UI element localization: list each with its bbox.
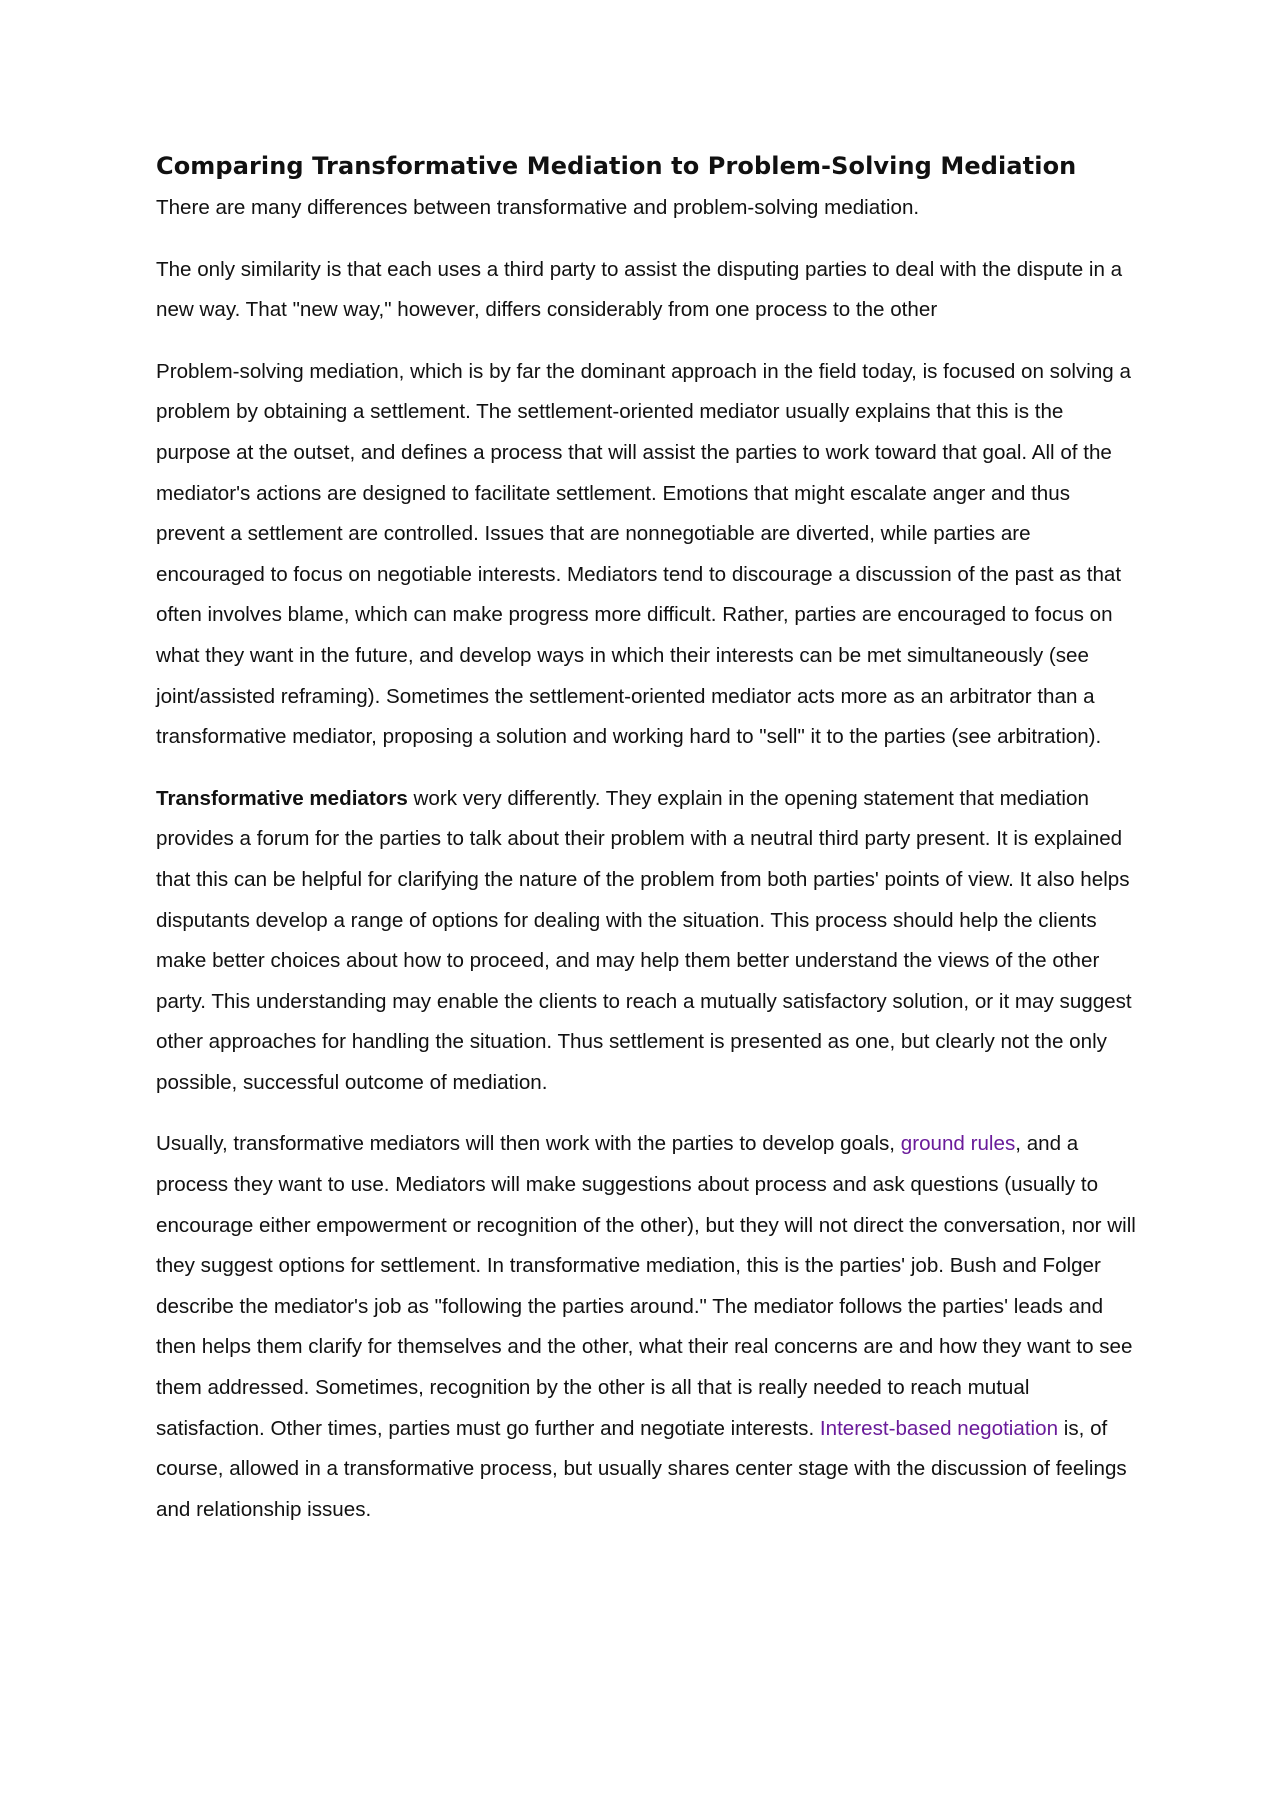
paragraph-intro: There are many differences between transformative and problem-solving mediation. (156, 196, 920, 219)
document-title: Comparing Transformative Mediation to Problem-Solving Mediation (156, 152, 1077, 180)
paragraph-transformative (156, 779, 1141, 1104)
document-body (156, 150, 1141, 1551)
interest-based-negotiation-link[interactable]: Interest-based negotiation (819, 1416, 1059, 1440)
paragraph-process-text-b: , and a process they want to use. Mediators will make suggestions about process and ask questions (usually to encourage either empowerment or recognition of the other), but they will not direct the conversation, nor will they suggest options for settlement. In transformative mediation, this is the parties' job. Bush and Folger describe the mediator's job as "following the parties around." The mediator follows the parties' leads and then helps them clarify for themselves and the other, what their real concerns are and how they want to see them addressed. Sometimes, recognition by the other is all that is really needed to reach mutual satisfaction. Other times, parties must go further and negotiate interests. (156, 1132, 1136, 1440)
paragraph-process-text-a: Usually, transformative mediators will then work with the parties to develop goals, (156, 1132, 901, 1156)
paragraph-similarity: The only similarity is that each uses a third party to assist the disputing parties to deal with the dispute in a new way. That "new way," however, differs considerably from one process to the other (156, 257, 1123, 322)
paragraph-problem-solving: Problem-solving mediation, which is by far the dominant approach in the field today, is focused on solving a problem by obtaining a settlement. The settlement-oriented mediator usually explains that this is the purpose at the outset, and defines a process that will assist the parties to work toward that goal. All of the mediator's actions are designed to facilitate settlement. Emotions that might escalate anger and thus prevent a settlement are controlled. Issues that are nonnegotiable are diverted, while parties are encouraged to focus on negotiable interests. Mediators tend to discourage a discussion of the past as that often involves blame, which can make progress more difficult. Rather, parties are encouraged to focus on what they want in the future, and develop ways in which their interests can be met simultaneously (see joint/assisted reframing). Sometimes the settlement-oriented mediator acts more as an arbitrator than a transformative mediator, proposing a solution and working hard to "sell" it to the parties (see arbitration). (156, 359, 1131, 749)
ground-rules-link[interactable]: ground rules (900, 1132, 1016, 1156)
transformative-mediators-bold: Transformative mediators (156, 786, 408, 810)
paragraph-process (156, 1124, 1141, 1530)
paragraph-process-text-c: is, of course, allowed in a transformative process, but usually shares center stage with the discussion of feelings and relationship issues. (156, 1416, 1127, 1521)
paragraph-transformative-text: work very differently. They explain in the opening statement that mediation provides a forum for the parties to talk about their problem with a neutral third party present. It is explained that this can be helpful for clarifying the nature of the problem from both parties' points of view. It also helps disputants develop a range of options for dealing with the situation. This process should help the clients make better choices about how to proceed, and may help them better understand the views of the other party. This understanding may enable the clients to reach a mutually satisfactory solution, or it may suggest other approaches for handling the situation. Thus settlement is presented as one, but clearly not the only possible, successful outcome of mediation. (156, 786, 1132, 1094)
